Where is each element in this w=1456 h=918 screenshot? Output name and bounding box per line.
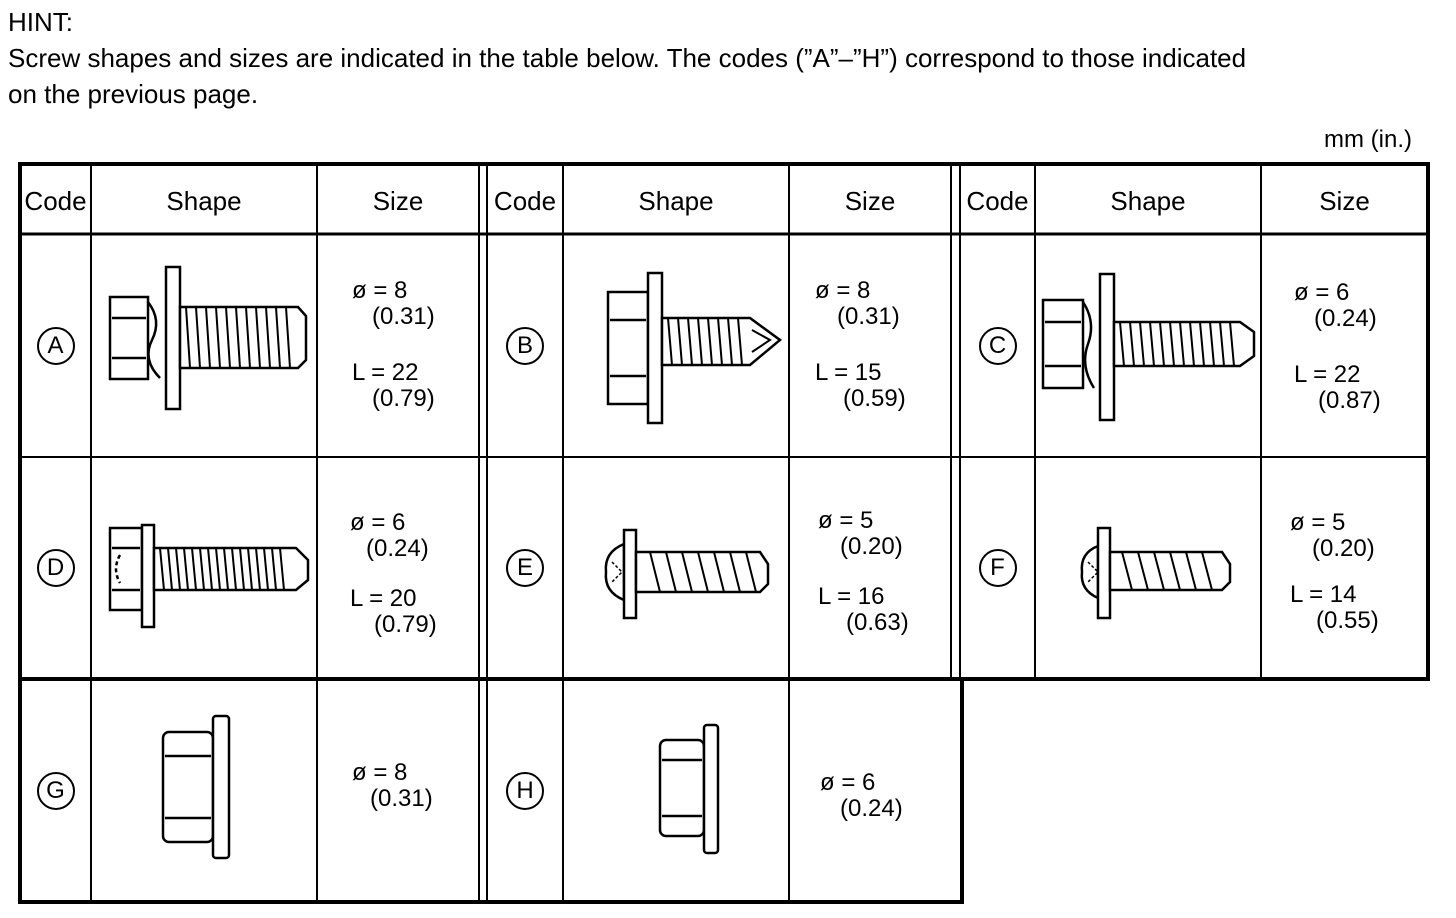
code-label: H [506, 772, 544, 810]
length-mm: L = 22 [1294, 361, 1361, 388]
header-size-2: Size [844, 186, 896, 216]
size-cell-g [352, 760, 433, 812]
code-label: A [37, 327, 75, 365]
flange-nut-icon [660, 725, 718, 853]
diameter-in: (0.24) [840, 795, 903, 822]
diameter-in: (0.31) [837, 303, 900, 330]
diameter-mm: ø = 5 [818, 507, 874, 534]
length-mm: L = 16 [818, 583, 885, 610]
code-cell-c [960, 234, 1035, 457]
code-label: D [37, 549, 75, 587]
header-shape-2: Shape [638, 186, 714, 216]
diameter-in: (0.31) [372, 303, 435, 330]
header-code-3: Code [966, 186, 1029, 216]
pan-head-tapping-screw-icon [606, 530, 768, 618]
header-code-1: Code [24, 186, 87, 216]
length-mm: L = 15 [815, 359, 882, 386]
flange-nut-icon [163, 716, 229, 858]
code-label: C [979, 327, 1017, 365]
hint-heading: HINT: [8, 7, 73, 37]
hex-flange-tapping-screw-icon [110, 525, 308, 627]
hex-bolt-wave-washer-tapping-icon [1043, 274, 1254, 420]
diameter-mm: ø = 5 [1290, 509, 1346, 536]
length-in: (0.79) [374, 611, 437, 638]
size-cell-b [815, 278, 906, 412]
code-cell-f [960, 457, 1035, 679]
pan-head-tapping-screw-icon [1082, 528, 1230, 618]
header-shape-1: Shape [166, 186, 242, 216]
code-label: B [506, 327, 544, 365]
length-in: (0.87) [1318, 387, 1381, 414]
length-in: (0.63) [846, 609, 909, 636]
code-cell-a [20, 234, 91, 457]
header-code-2: Code [493, 186, 557, 216]
diameter-mm: ø = 8 [352, 277, 408, 304]
diameter-in: (0.20) [1312, 535, 1375, 562]
size-cell-a [352, 278, 435, 412]
hex-bolt-pointed-tip-icon [608, 273, 780, 423]
size-cell-h [820, 770, 903, 822]
hex-flange-bolt-wave-washer-icon [110, 267, 306, 409]
diameter-in: (0.24) [366, 535, 429, 562]
diameter-in: (0.31) [370, 785, 433, 812]
size-cell-e [818, 508, 909, 636]
unit-label: mm (in.) [1324, 126, 1412, 153]
diameter-mm: ø = 6 [820, 769, 876, 796]
length-mm: L = 14 [1290, 581, 1357, 608]
hint-text-line1: Screw shapes and sizes are indicated in the table below. The codes (”A”–”H”) correspond to those indicated [8, 43, 1247, 73]
diameter-mm: ø = 6 [1294, 279, 1350, 306]
code-cell-g [20, 679, 91, 902]
diameter-in: (0.20) [840, 533, 903, 560]
code-cell-d [20, 457, 91, 679]
diameter-mm: ø = 6 [350, 509, 406, 536]
code-cell-h [487, 679, 563, 902]
length-in: (0.59) [843, 385, 906, 412]
length-in: (0.55) [1316, 607, 1379, 634]
code-cell-b [487, 234, 563, 457]
code-label: F [979, 549, 1017, 587]
diameter-mm: ø = 8 [352, 759, 408, 786]
hint-text-line2: on the previous page. [8, 79, 259, 109]
size-cell-d [350, 510, 437, 638]
diameter-in: (0.24) [1314, 305, 1377, 332]
size-cell-c [1294, 280, 1381, 414]
header-shape-3: Shape [1110, 186, 1186, 216]
length-mm: L = 20 [350, 585, 417, 612]
header-size-1: Size [372, 186, 424, 216]
length-mm: L = 22 [352, 359, 419, 386]
code-label: E [506, 549, 544, 587]
size-cell-f [1290, 510, 1379, 634]
header-size-3: Size [1319, 186, 1370, 216]
code-label: G [37, 772, 75, 810]
code-cell-e [487, 457, 563, 679]
diameter-mm: ø = 8 [815, 277, 871, 304]
length-in: (0.79) [372, 385, 435, 412]
